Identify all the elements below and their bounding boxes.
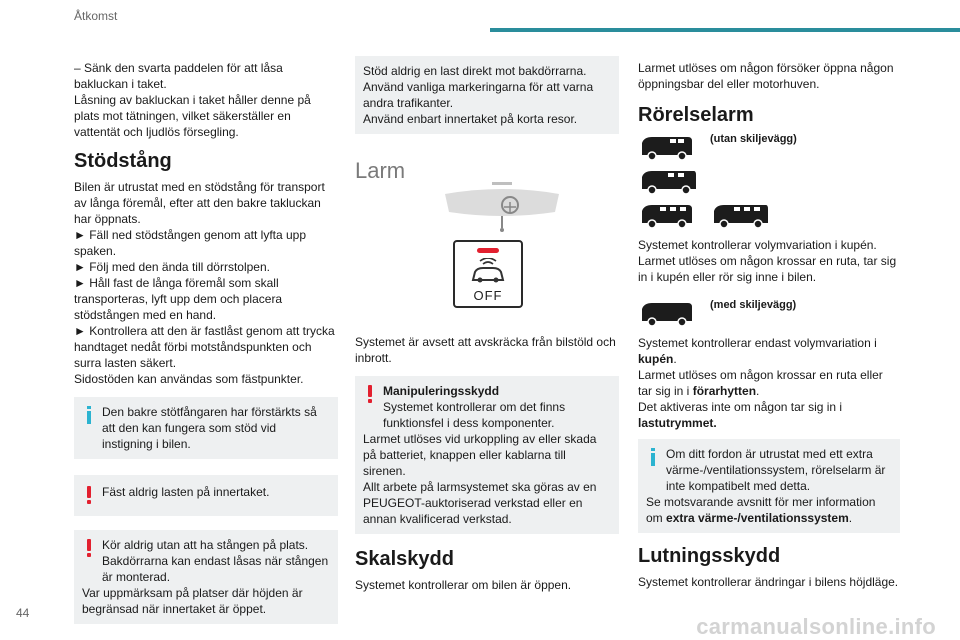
warning-box <box>355 376 619 534</box>
text: Systemet kontrollerar endast volymvariation i <box>638 336 877 350</box>
alarm-off-button[interactable] <box>453 240 523 308</box>
section-heading-skalskydd: Skalskydd <box>355 548 454 570</box>
warning-text: Allt arbete på larmsystemet ska göras av en PEUGEOT-auktoriserad verkstad eller en annan kvalificerad verkstad. <box>363 480 597 526</box>
rear-view-mirror-icon <box>437 180 567 232</box>
paragraph: Systemet är avsett att avskräcka från bilstöld och inbrott. <box>355 335 616 365</box>
paragraph <box>638 399 900 431</box>
text: Det aktiveras inte om någon tar sig in i <box>638 400 843 414</box>
page-number: 44 <box>16 606 30 620</box>
van-variant-row <box>638 167 900 195</box>
text-bold: extra värme-/ventilationssystem <box>666 511 849 525</box>
paragraph: – Sänk den svarta paddelen för att låsa bakluckan i taket. <box>74 61 283 91</box>
paragraph: Bilen är utrustat med en stödstång för transport av långa föremål, efter att den bakre takluckan har öppnats. <box>74 180 325 226</box>
paragraph: Larmet utlöses om någon krossar en ruta eller tar sig in i förarhytten. <box>638 368 883 398</box>
van-variant-row <box>638 299 900 327</box>
van-icon <box>638 299 696 327</box>
section-heading-stodstang: Stödstång <box>74 150 172 172</box>
alarm-off-label: OFF <box>473 288 503 303</box>
column-1 <box>74 60 338 624</box>
info-box <box>74 397 338 459</box>
note-box <box>355 56 619 134</box>
van-variant-row <box>638 133 900 161</box>
warning-text: Systemet kontrollerar om det finns funktionsfel i dess komponenter. <box>383 400 566 430</box>
info-icon <box>87 406 91 424</box>
alarm-illustration <box>355 194 619 334</box>
van-icon <box>638 201 696 229</box>
text-bold: lastutrymmet. <box>638 416 717 430</box>
warning-box <box>74 475 338 516</box>
text-bold: kupén <box>638 352 674 366</box>
paragraph: Larmet utlöses om någon krossar en ruta, tar sig in i kupén eller rör sig inne i bilen. <box>638 254 897 284</box>
note-text: Använd enbart innertaket på korta resor. <box>363 112 578 126</box>
warning-icon <box>87 486 91 502</box>
paragraph: Systemet kontrollerar ändringar i bilens höjdläge. <box>638 575 899 589</box>
note-text: Stöd aldrig en last direkt mot bakdörrarna. Använd vanliga markeringarna för att varna andra trafikanter. <box>363 64 594 110</box>
car-alarm-icon <box>467 258 509 284</box>
text-bold: förarhytten <box>692 384 757 398</box>
header-title: Åtkomst <box>74 9 118 23</box>
variant-label: (med skiljevägg) <box>710 299 797 311</box>
step: ► Håll fast de långa föremål som skall transporteras, lyft upp dem och placera stödstången med en hand. <box>74 276 283 322</box>
van-variant-row <box>638 201 900 229</box>
paragraph: Låsning av bakluckan i taket håller denne på plats mot tätningen, vilket säkerställer en vattentät och ljudlös försegling. <box>74 93 311 139</box>
info-text: Den bakre stötfångaren har förstärkts så att den kan fungera som stöd vid instigning i bilen. <box>102 405 317 451</box>
text: Larmet utlöses om någon krossar en ruta eller tar sig in i <box>638 368 883 398</box>
info-text: Om ditt fordon är utrustat med ett extra värme-/ventilationssystem, rörelselarm är inte kompatibelt med detta. <box>666 447 886 493</box>
section-heading-larm: Larm <box>355 158 406 183</box>
step: ► Fäll ned stödstången genom att lyfta upp spaken. <box>74 228 307 258</box>
warning-title: Manipuleringsskydd <box>383 384 500 398</box>
variant-label: (utan skiljevägg) <box>710 133 797 145</box>
warning-text: Fäst aldrig lasten på innertaket. <box>102 485 270 499</box>
step: ► Följ med den ända till dörrstolpen. <box>74 260 270 274</box>
info-box <box>638 439 900 533</box>
paragraph: Larmet utlöses om någon försöker öppna någon öppningsbar del eller motorhuven. <box>638 61 894 91</box>
step: ► Kontrollera att den är fastlåst genom att trycka handtaget nedåt förbi motståndspunkten och surra lasten säkert. <box>74 324 335 370</box>
column-2 <box>355 60 619 593</box>
section-heading-rorelselarm: Rörelselarm <box>638 104 754 126</box>
info-icon <box>651 448 655 466</box>
warning-box <box>74 530 338 624</box>
watermark: carmanualsonline.info <box>696 614 936 639</box>
info-text: Se motsvarande avsnitt för mer information om extra värme-/ventilationssystem. <box>646 495 876 525</box>
text: Se motsvarande avsnitt för mer information om <box>646 495 876 525</box>
van-icon <box>638 167 700 195</box>
warning-icon <box>87 539 91 555</box>
van-icon <box>710 201 772 229</box>
warning-text: Larmet utlöses vid urkoppling av eller skada på batteriet, knappen eller kablarna till sirenen. <box>363 432 597 478</box>
warning-icon <box>368 385 372 401</box>
alarm-led-indicator <box>477 248 499 253</box>
column-3 <box>638 60 900 590</box>
paragraph: Systemet kontrollerar volymvariation i kupén. <box>638 238 877 252</box>
section-heading-lutningsskydd: Lutningsskydd <box>638 545 781 567</box>
paragraph: Systemet kontrollerar endast volymvariation i kupén. <box>638 336 877 366</box>
warning-text: Kör aldrig utan att ha stången på plats. Bakdörrarna kan endast låsas när stången är monterad. <box>102 538 329 584</box>
paragraph: Sidostöden kan användas som fästpunkter. <box>74 372 304 386</box>
header-accent-bar <box>490 28 960 32</box>
van-icon <box>638 133 696 161</box>
paragraph: Systemet kontrollerar om bilen är öppen. <box>355 578 572 592</box>
warning-text: Var uppmärksam på platser där höjden är begränsad när innertaket är öppet. <box>82 586 303 616</box>
